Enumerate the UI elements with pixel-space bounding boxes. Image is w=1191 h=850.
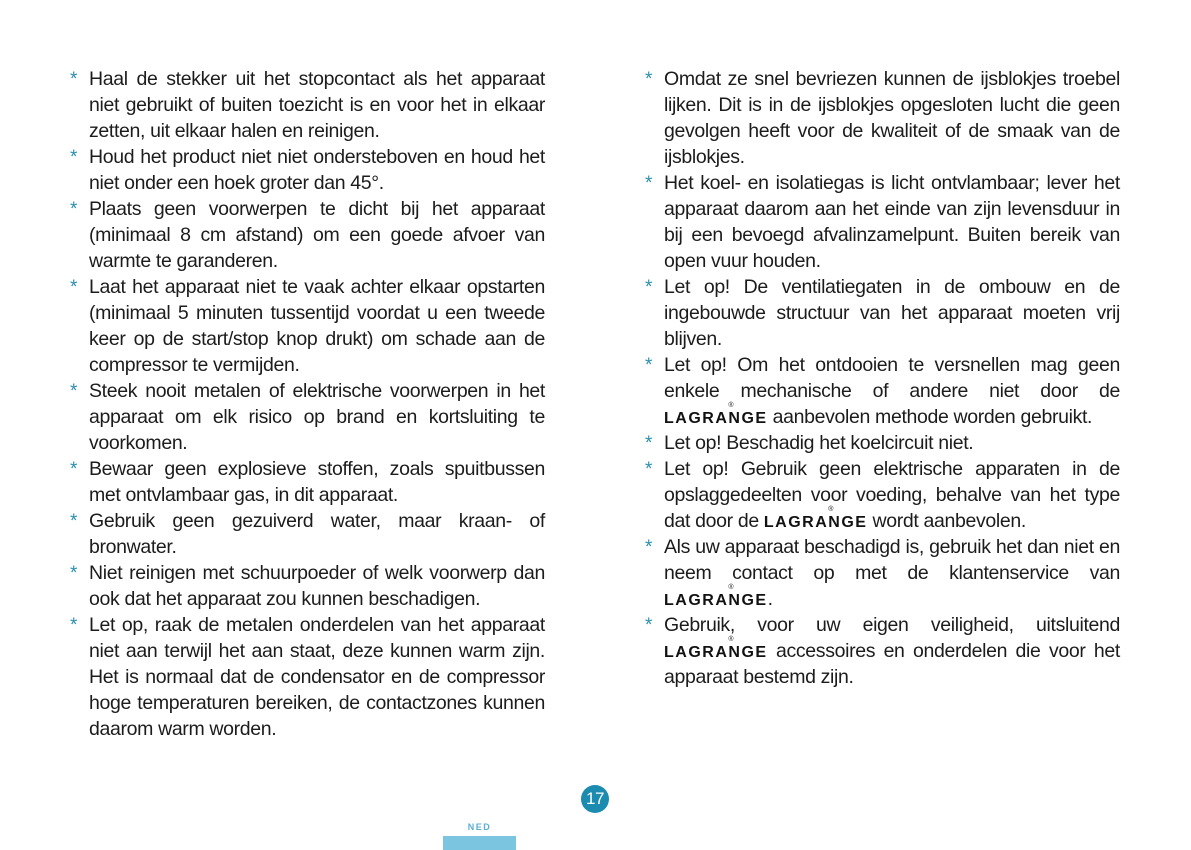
language-label: NED <box>467 822 492 832</box>
list-item: * Let op! Gebruik geen elektrische apparaten in de opslaggedeelten voor voeding, behalve van het type dat door de LAGRANGE ® wordt aanbevolen. <box>645 458 1120 532</box>
list-item: * Let op! Om het ontdooien te versnellen mag geen enkele mechanische of andere niet door de LAGRANGE ® aanbevolen methode worden gebruikt. <box>645 354 1120 428</box>
bullet-icon: * <box>645 459 653 480</box>
list-item: * Gebruik geen gezuiverd water, maar kraan- of bronwater. <box>70 510 545 558</box>
list-item: * Houd het product niet niet ondersteboven en houd het niet onder een hoek groter dan 45°. <box>70 146 545 194</box>
bullet-icon: * <box>70 277 78 298</box>
brand-logo: LAGRANGE ® <box>664 584 768 609</box>
bullet-icon: * <box>645 537 653 558</box>
bullet-icon: * <box>70 563 78 584</box>
list-item: * Laat het apparaat niet te vaak achter elkaar opstarten (minimaal 5 minuten tussentijd voordat u een tweede keer op de start/stop knop drukt) om schade aan de compressor te vermijden. <box>70 276 545 376</box>
list-item: * Let op! Beschadig het koelcircuit niet. <box>645 430 1120 456</box>
bullet-icon: * <box>70 615 78 636</box>
bullet-icon: * <box>645 69 653 90</box>
list-item: * Haal de stekker uit het stopcontact als het apparaat niet gebruikt of buiten toezicht is en voor het in elkaar zetten, uit elkaar halen en reinigen. <box>70 68 545 142</box>
language-tab-bar <box>443 836 516 850</box>
brand-logo: LAGRANGE ® <box>763 506 868 531</box>
bullet-icon: * <box>70 147 78 168</box>
list-item: * Omdat ze snel bevriezen kunnen de ijsblokjes troebel lijken. Dit is in de ijsblokjes opgesloten lucht die geen gevolgen heeft voor de kwaliteit of de smaak van de ijsblokjes. <box>645 68 1120 168</box>
bullet-icon: * <box>70 511 78 532</box>
bullet-icon: * <box>645 277 653 298</box>
bullet-icon: * <box>645 173 653 194</box>
bullet-icon: * <box>70 69 78 90</box>
list-item: * Bewaar geen explosieve stoffen, zoals spuitbussen met ontvlambaar gas, in dit apparaat. <box>70 458 545 506</box>
bullet-icon: * <box>645 615 653 636</box>
list-item: * Gebruik, voor uw eigen veiligheid, uitsluitend LAGRANGE ® accessoires en onderdelen die voor het apparaat bestemd zijn. <box>645 614 1120 688</box>
bullet-icon: * <box>70 381 78 402</box>
safety-list-left <box>70 66 545 742</box>
right-column <box>645 66 1120 690</box>
bullet-icon: * <box>70 459 78 480</box>
safety-list-right <box>645 66 1120 690</box>
left-column <box>70 66 545 742</box>
page-number: 17 <box>581 785 609 813</box>
brand-logo: LAGRANGE ® <box>664 636 768 661</box>
list-item: * Steek nooit metalen of elektrische voorwerpen in het apparaat om elk risico op brand en kortsluiting te voorkomen. <box>70 380 545 454</box>
list-item: * Plaats geen voorwerpen te dicht bij het apparaat (minimaal 8 cm afstand) om een goede afvoer van warmte te garanderen. <box>70 198 545 272</box>
list-item: * Let op! De ventilatiegaten in de ombouw en de ingebouwde structuur van het apparaat moeten vrij blijven. <box>645 276 1120 350</box>
list-item: * Als uw apparaat beschadigd is, gebruik het dan niet en neem contact op met de klantenservice van LAGRANGE ® . <box>645 536 1120 610</box>
bullet-icon: * <box>645 355 653 376</box>
bullet-icon: * <box>70 199 78 220</box>
list-item: * Niet reinigen met schuurpoeder of welk voorwerp dan ook dat het apparaat zou kunnen beschadigen. <box>70 562 545 610</box>
list-item: * Het koel- en isolatiegas is licht ontvlambaar; lever het apparaat daarom aan het einde van zijn levensduur in bij een bevoegd afvalinzamelpunt. Buiten bereik van open vuur houden. <box>645 172 1120 272</box>
bullet-icon: * <box>645 433 653 454</box>
brand-logo: LAGRANGE ® <box>664 402 768 427</box>
list-item: * Let op, raak de metalen onderdelen van het apparaat niet aan terwijl het aan staat, deze kunnen warm zijn. Het is normaal dat de condensator en de compressor hoge temperaturen bereiken, de contactzones kunnen daarom warm worden. <box>70 614 545 740</box>
